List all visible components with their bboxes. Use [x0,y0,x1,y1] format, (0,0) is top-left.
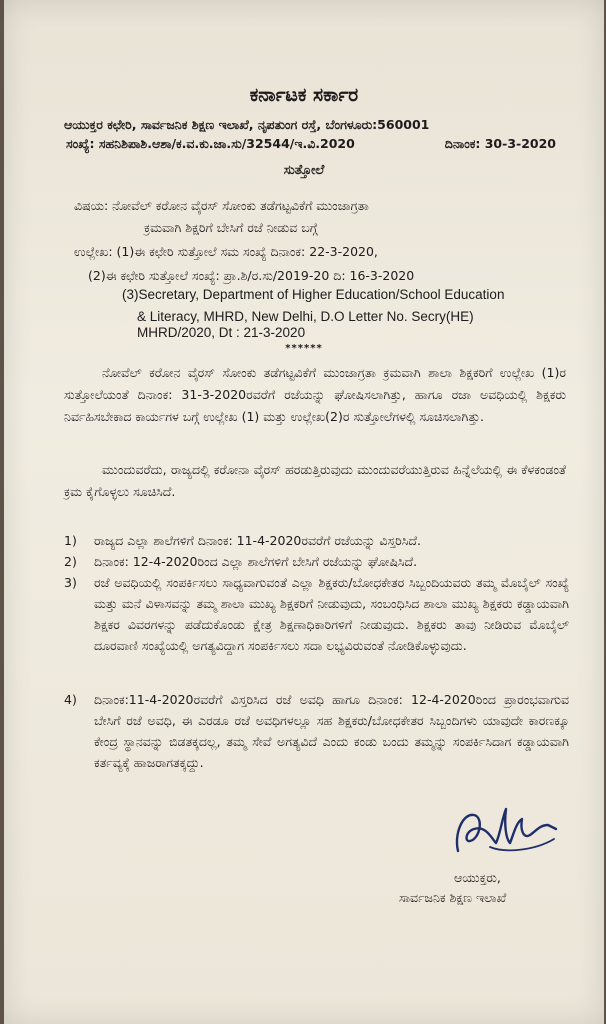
list-item [64,572,569,656]
signatory-designation: ಆಯುಕ್ತರು, [454,870,501,885]
list-item [64,530,569,551]
reference-3-line-2: & Literacy, MHRD, New Delhi, D.O Letter No. Secry(HE) [137,309,474,324]
body-paragraph-1: ನೋವೆಲ್ ಕರೋನ ವೈರಸ್ ಸೋಂಕು ತಡೆಗಟ್ಟವಿಕೆಗೆ ಮುಂಜಾಗ್ರತಾ ಕ್ರಮವಾಗಿ ಶಾಲಾ ಶಿಕ್ಷಕರಿಗೆ ಉಲ್ಲೇಖ (1)ರ ಸುತ್ತೋಲೆಯಂತೆ ದಿನಾಂಕ: 31-3-2020ರವರೆಗೆ ರಜೆಯನ್ನು ಘೋಷಿಸಲಾಗಿತ್ತು, ಹಾಗೂ ರಜಾ ಅವಧಿಯಲ್ಲಿ ಶಿಕ್ಷಕರು ನಿರ್ವಹಿಸಬೇಕಾದ ಕಾರ್ಯಗಳ ಬಗ್ಗೆ ಉಲ್ಲೇಖ (1) ಮತ್ತು ಉಲ್ಲೇಖ(2)ರ ಸುತ್ತೋಲೆಗಳಲ್ಲಿ ಸೂಚಿಸಲಾಗಿತ್ತು. [64,365,566,424]
reference-2: (2)ಈ ಕಛೇರಿ ಸುತ್ತೋಲೆ ಸಂಖ್ಯೆ: ಪ್ರಾ.ಶಿ/ರ.ಸು/2019-20 ದಿ: 16-3-2020 [88,268,415,283]
office-address: ಆಯುಕ್ತರ ಕಛೇರಿ, ಸಾರ್ವಜನಿಕ ಶಿಕ್ಷಣ ಇಲಾಖೆ, ನೃಪತುಂಗ ರಸ್ತೆ, ಬೆಂಗಳೂರು:560001 [64,117,430,132]
list-item [64,689,569,773]
subject-line-1: ವಿಷಯ: ನೋವೆಲ್ ಕರೋನ ವೈರಸ್ ಸೋಂಕು ತಡೆಗಟ್ಟವಿಕೆಗೆ ಮುಂಜಾಗ್ರತಾ [74,198,369,213]
reference-1: ಉಲ್ಲೇಖ: (1)ಈ ಕಛೇರಿ ಸುತ್ತೋಲೆ ಸಮ ಸಂಖ್ಯೆ ದಿನಾಂಕ: 22-3-2020, [74,244,378,259]
reference-3-line-1: (3)Secretary, Department of Higher Education/School Education [122,287,505,302]
list-item-number: 3) [64,575,77,590]
list-item-text: ದಿನಾಂಕ: 12-4-2020ರಿಂದ ಎಲ್ಲಾ ಶಾಲೆಗಳಿಗೆ ಬೇಸಿಗೆ ರಜೆಯನ್ನು ಘೋಷಿಸಿದೆ. [94,554,418,569]
list-item-number: 1) [64,533,77,548]
document-type-heading: ಸುತ್ತೋಲೆ [283,163,325,178]
reference-3-line-3: MHRD/2020, Dt : 21-3-2020 [137,325,306,340]
list-item-text: ದಿನಾಂಕ:11-4-2020ರವರೆಗೆ ವಿಸ್ತರಿಸಿದ ರಜೆ ಅವಧಿ ಹಾಗೂ ದಿನಾಂಕ: 12-4-2020ರಿಂದ ಪ್ರಾರಂಭವಾಗುವ ಬೇಸಿಗೆ ರಜೆ ಅವಧಿ, ಈ ಎರಡೂ ರಜೆ ಅವಧಿಗಳಲ್ಲೂ ಸಹ ಶಿಕ್ಷಕರು/ಬೋಧಕೇತರ ಸಿಬ್ಬಂದಿಗಳು ಯಾವುದೇ ಕಾರಣಕ್ಕೂ ಕೇಂದ್ರ ಸ್ಥಾನವನ್ನು ಬಿಡತಕ್ಕದಲ್ಲ, ತಮ್ಮ ಸೇವೆ ಅಗತ್ಯವಿದೆ ಎಂದು ಕಂಡು ಬಂದು ತಮ್ಮನ್ನು ಸಂಪರ್ಕಿಸಿದಾಗ ಕಡ್ಡಾಯವಾಗಿ ಕರ್ತವ್ಯಕ್ಕೆ ಹಾಜರಾಗತಕ್ಕದ್ದು. [94,692,569,770]
list-item [64,551,569,572]
signature-stroke [444,795,564,865]
document-date: ದಿನಾಂಕ: 30-3-2020 [444,136,556,151]
signatory-department: ಸಾರ್ವಜನಿಕ ಶಿಕ್ಷಣ ಇಲಾಖೆ [399,890,507,905]
list-item-number: 2) [64,554,77,569]
subject-line-2: ಕ್ರಮವಾಗಿ ಶಿಕ್ಷರಿಗೆ ಬೇಸಿಗೆ ರಜೆ ನೀಡುವ ಬಗ್ಗೆ [144,220,318,235]
reference-number: ಸಂಖ್ಯೆ: ಸಹನಿಶಿಪಾಶಿ.ಆಶಾ/ಕ.ವ.ಕು.ಜಾ.ಸು/32544/ಇ.ವಿ.2020 [66,136,355,151]
separator-stars: ****** [285,343,323,354]
body-paragraph-2: ಮುಂದುವರೆದು, ರಾಜ್ಯದಲ್ಲಿ ಕರೋನಾ ವೈರಸ್ ಹರಡುತ್ತಿರುವುದು ಮುಂದುವರೆಯುತ್ತಿರುವ ಹಿನ್ನೆಲೆಯಲ್ಲಿ ಈ ಕೆಳಕಂಡಂತೆ ಕ್ರಮ ಕೈಗೊಳ್ಳಲು ಸೂಚಿಸಿದೆ. [64,462,566,499]
circular-document [4,0,604,1024]
list-item-text: ರಾಜ್ಯದ ಎಲ್ಲಾ ಶಾಲೆಗಳಿಗೆ ದಿನಾಂಕ: 11-4-2020ರವರೆಗೆ ರಜೆಯನ್ನು ವಿಸ್ತರಿಸಿದೆ. [94,533,421,548]
handwritten-signature [444,795,564,865]
government-title: ಕರ್ನಾಟಕ ಸರ್ಕಾರ [249,84,359,106]
list-item-number: 4) [64,692,77,707]
list-item-text: ರಜೆ ಅವಧಿಯಲ್ಲಿ ಸಂಪರ್ಕಿಸಲು ಸಾಧ್ಯವಾಗುವಂತೆ ಎಲ್ಲಾ ಶಿಕ್ಷಕರು/ಬೋಧಕೇತರ ಸಿಬ್ಬಂದಿಯವರು ತಮ್ಮ ಮೊಬೈಲ್ ಸಂಖ್ಯೆ ಮತ್ತು ಮನೆ ವಿಳಾಸವನ್ನು ತಮ್ಮ ಶಾಲಾ ಮುಖ್ಯ ಶಿಕ್ಷಕರಿಗೆ ನೀಡುವುದು, ಸಂಬಂಧಿಸಿದ ಶಾಲಾ ಮುಖ್ಯ ಶಿಕ್ಷಕರು ಕಡ್ಡಾಯವಾಗಿ ಶಿಕ್ಷಕರ ವಿವರಗಳನ್ನು ಪಡೆದುಕೊಂಡು ಕ್ಷೇತ್ರ ಶಿಕ್ಷಣಾಧಿಕಾರಿಗಳಿಗೆ ನೀಡುವುದು. ಶಿಕ್ಷಕರು ತಾವು ನೀಡಿರುವ ಮೊಬೈಲ್ ದೂರವಾಣಿ ಸಂಖ್ಯೆಯಲ್ಲಿ ಅಗತ್ಯವಿದ್ದಾಗ ಸಂಪರ್ಕಿಸಲು ಸದಾ ಲಭ್ಯವಿರುವಂತೆ ನೋಡಿಕೊಳ್ಳುವುದು. [94,575,569,653]
